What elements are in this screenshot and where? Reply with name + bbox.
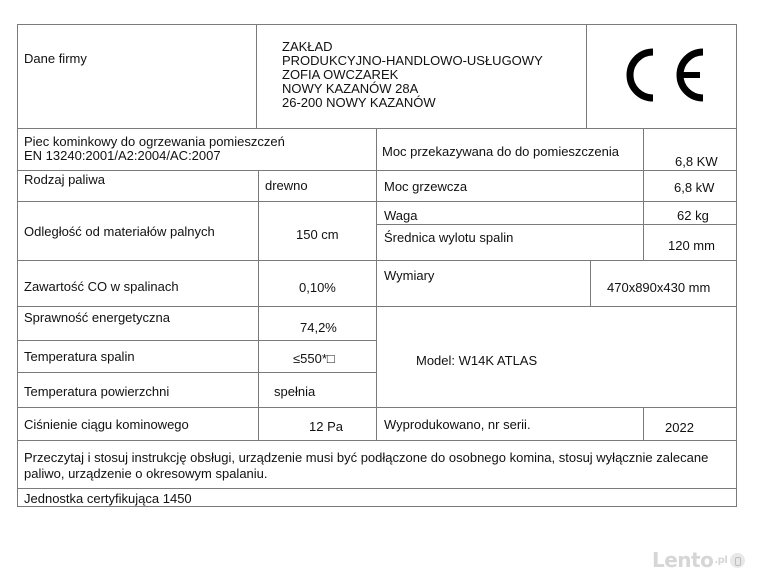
- grid-line: [258, 170, 259, 407]
- product-standard: EN 13240:2001/A2:2004/AC:2007: [24, 148, 221, 163]
- safety-notice: Przeczytaj i stosuj instrukcję obsługi, urządzenie musi być podłączone do osobnego komina, stosuj wyłącznie zalecane paliwo, urządzenie o okresowym spalaniu.: [24, 450, 709, 481]
- spec-value: 6,8 KW: [675, 154, 718, 169]
- production-year: 2022: [665, 420, 694, 435]
- spec-value: drewno: [265, 178, 308, 193]
- grid-line: [17, 201, 737, 202]
- watermark-suffix: .pl: [714, 554, 728, 566]
- grid-line: [643, 128, 644, 260]
- spec-value: ≤550*□: [293, 351, 335, 366]
- grid-line: [17, 128, 737, 129]
- spec-label: Temperatura spalin: [24, 349, 135, 364]
- production-label: Wyprodukowano, nr serii.: [384, 417, 531, 432]
- grid-line: [17, 260, 737, 261]
- grid-line: [17, 440, 737, 441]
- grid-line: [258, 407, 259, 440]
- spec-value: 120 mm: [668, 238, 715, 253]
- spec-label: Rodzaj paliwa: [24, 172, 105, 187]
- company-line: 26-200 NOWY KAZANÓW: [282, 95, 436, 110]
- lento-pin-icon: [730, 553, 745, 568]
- spec-value: 470x890x430 mm: [607, 280, 711, 295]
- grid-line: [17, 24, 737, 25]
- spec-label: Odległość od materiałów palnych: [24, 224, 215, 239]
- grid-line: [17, 306, 737, 307]
- spec-label: Ciśnienie ciągu kominowego: [24, 417, 189, 432]
- company-label: Dane firmy: [24, 51, 87, 66]
- grid-line: [17, 340, 376, 341]
- spec-label: Średnica wylotu spalin: [384, 230, 514, 245]
- company-line: NOWY KAZANÓW 28A: [282, 81, 419, 96]
- grid-line: [17, 24, 18, 506]
- company-line: ZAKŁAD: [282, 39, 333, 54]
- company-line: PRODUKCYJNO-HANDLOWO-USŁUGOWY: [282, 53, 543, 68]
- spec-label: Moc grzewcza: [384, 179, 468, 194]
- spec-value: 150 cm: [296, 227, 339, 242]
- certification-body: Jednostka certyfikująca 1450: [24, 491, 192, 506]
- grid-line: [376, 128, 377, 440]
- grid-line: [17, 372, 376, 373]
- product-name: Piec kominkowy do ogrzewania pomieszczeń: [24, 134, 285, 149]
- ce-mark-icon: [620, 44, 706, 106]
- spec-value: spełnia: [274, 384, 316, 399]
- watermark-brand: Lento: [652, 547, 714, 572]
- grid-line: [17, 506, 737, 507]
- spec-value: 0,10%: [299, 280, 336, 295]
- grid-line: [17, 488, 737, 489]
- spec-label: Sprawność energetyczna: [24, 310, 170, 325]
- spec-value: 12 Pa: [309, 419, 343, 434]
- grid-line: [17, 407, 737, 408]
- grid-line: [590, 260, 591, 306]
- company-line: ZOFIA OWCZAREK: [282, 67, 399, 82]
- grid-line: [643, 407, 644, 440]
- grid-line: [17, 170, 737, 171]
- grid-line: [736, 24, 737, 506]
- spec-value: 74,2%: [300, 320, 337, 335]
- spec-label: Zawartość CO w spalinach: [24, 279, 179, 294]
- spec-label: Temperatura powierzchni: [24, 384, 170, 399]
- spec-label: Waga: [384, 208, 418, 223]
- spec-value: 62 kg: [677, 208, 709, 223]
- spec-label: Wymiary: [384, 268, 435, 283]
- model-name: Model: W14K ATLAS: [416, 353, 538, 368]
- grid-line: [256, 24, 257, 128]
- spec-value: 6,8 kW: [674, 180, 715, 195]
- watermark-logo: [652, 548, 745, 572]
- spec-label: Moc przekazywana do do pomieszczenia: [382, 144, 620, 159]
- grid-line: [586, 24, 587, 128]
- grid-line: [376, 224, 737, 225]
